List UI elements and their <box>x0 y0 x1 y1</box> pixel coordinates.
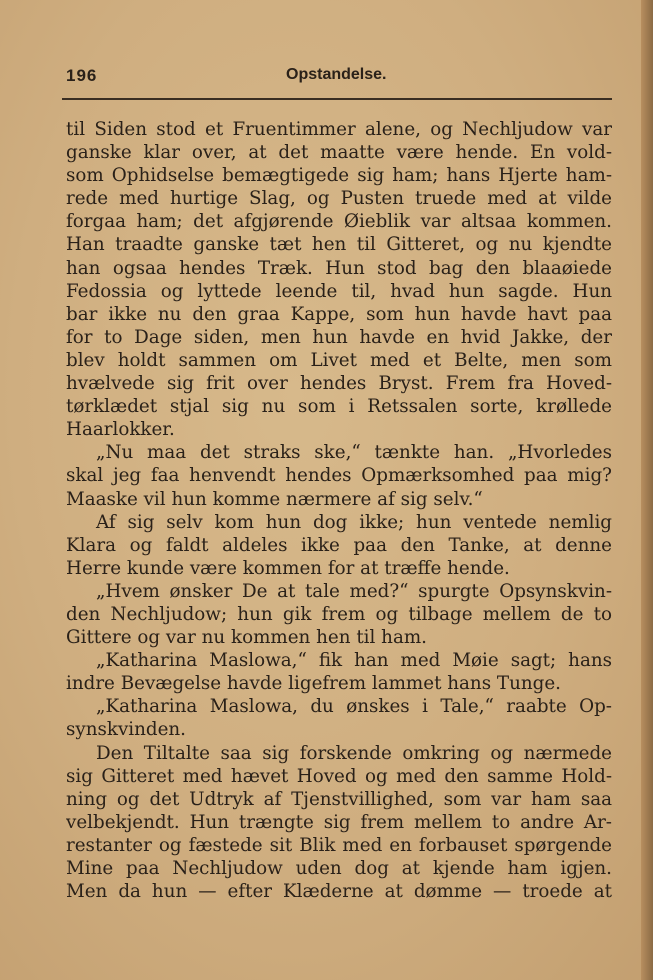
text-line: til Siden stod et Fruentimmer alene, og Nechljudow var <box>66 119 612 140</box>
text-line: Haarlokker. <box>66 419 175 441</box>
text-line: Han traadte ganske tæt hen til Gitteret, og nu kjendte <box>66 234 612 256</box>
text-line: ganske klar over, at det maatte være hende. En vold- <box>66 142 612 164</box>
text-line: restanter og fæstede sit Blik med en forbauset spørgende <box>66 834 612 856</box>
text-line: Gittere og var nu kommen hen til ham. <box>66 627 427 649</box>
text-line: „Katharina Maslowa,“ fik han med Møie sagt; hans <box>96 650 612 672</box>
header-rule <box>62 98 612 100</box>
text-line: blev holdt sammen om Livet med et Belte, men som <box>66 349 612 371</box>
page-number: 196 <box>66 66 98 85</box>
text-line: Den Tiltalte saa sig forskende omkring og nærmede <box>96 742 612 764</box>
text-line: Klara og faldt aldeles ikke paa den Tanke, at denne <box>66 534 612 556</box>
text-body <box>66 118 612 903</box>
text-line: „Katharina Maslowa, du ønskes i Tale,“ raabte Op- <box>96 696 612 718</box>
text-line: „Hvem ønsker De at tale med?“ spurgte Opsynskvin- <box>96 580 612 602</box>
text-line: synskvinden. <box>66 719 186 741</box>
text-line: Men da hun — efter Klæderne at dømme — troede at <box>66 881 612 903</box>
text-line: Af sig selv kom hun dog ikke; hun ventede nemlig <box>96 511 612 533</box>
text-line: skal jeg faa henvendt hendes Opmærksomhed paa mig? <box>66 465 612 487</box>
page-edge <box>641 0 653 980</box>
text-line: Mine paa Nechljudow uden dog at kjende ham igjen. <box>66 858 612 879</box>
text-line: Maaske vil hun komme nærmere af sig selv.“ <box>66 488 483 510</box>
text-line: Herre kunde være kommen for at træffe hende. <box>66 557 510 579</box>
text-line: den Nechljudow; hun gik frem og tilbage mellem de to <box>66 603 612 625</box>
text-line: tørklædet stjal sig nu som i Retssalen sorte, krøllede <box>66 396 612 418</box>
text-line: indre Bevægelse havde ligefrem lammet hans Tunge. <box>66 673 561 695</box>
text-line: for to Dage siden, men hun havde en hvid Jakke, der <box>66 326 612 348</box>
text-line: som Ophidselse bemægtigede sig ham; hans Hjerte ham- <box>66 165 612 187</box>
text-line: velbekjendt. Hun trængte sig frem mellem to andre Ar- <box>66 811 612 833</box>
text-line: Fedossia og lyttede leende til, hvad hun sagde. Hun <box>66 280 612 302</box>
page-header <box>66 66 612 94</box>
text-line: bar ikke nu den graa Kappe, som hun havde havt paa <box>66 303 612 325</box>
text-line: sig Gitteret med hævet Hoved og med den samme Hold- <box>66 765 612 787</box>
text-line: han ogsaa hendes Træk. Hun stod bag den blaaøiede <box>66 257 612 279</box>
text-line: forgaa ham; det afgjørende Øieblik var altsaa kommen. <box>66 211 612 233</box>
text-line: rede med hurtige Slag, og Pusten truede med at vilde <box>66 188 612 210</box>
text-line: „Nu maa det straks ske,“ tænkte han. „Hvorledes <box>96 442 612 464</box>
text-line: hvælvede sig frit over hendes Bryst. Frem fra Hoved- <box>66 373 612 395</box>
running-title: Opstandelse. <box>286 66 387 83</box>
text-line: ning og det Udtryk af Tjenstvillighed, som var ham saa <box>66 788 612 810</box>
